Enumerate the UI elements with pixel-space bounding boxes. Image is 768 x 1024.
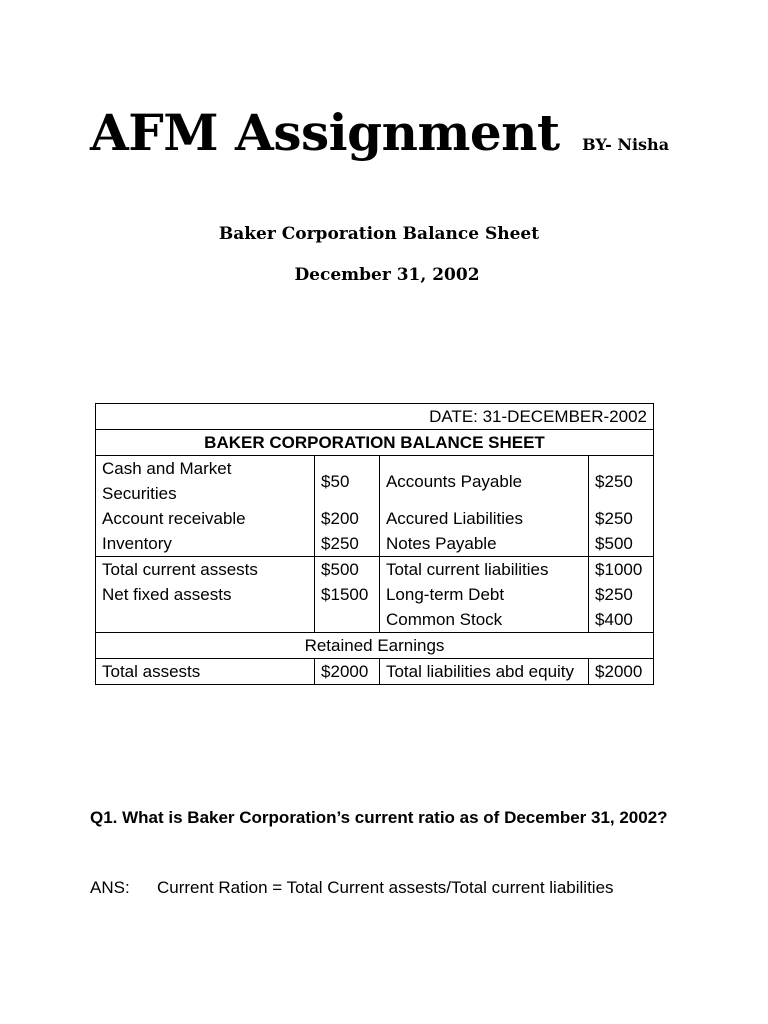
author-byline: BY- Nisha [582, 135, 670, 154]
asset-value: $1500 [315, 582, 380, 607]
asset-label [96, 607, 315, 633]
balance-sheet-table [95, 403, 654, 685]
question-1: Q1. What is Baker Corporation’s current ratio as of December 31, 2002? [90, 808, 668, 827]
liability-value: $500 [595, 534, 633, 553]
total-assets-label: Total assests [96, 659, 315, 685]
asset-value: $50 [315, 456, 380, 507]
answer-text: Current Ration = Total Current assests/Total current liabilities [157, 878, 614, 897]
table-date-row [96, 404, 654, 430]
asset-value: $200 [321, 509, 359, 528]
table-heading-row [96, 430, 654, 456]
liability-label: Accured Liabilities [385, 509, 523, 528]
asset-value: $250 [321, 534, 359, 553]
asset-label-group [96, 506, 315, 557]
total-assets-value: $2000 [315, 659, 380, 685]
total-row [96, 659, 654, 685]
total-liabilities-label: Total liabilities abd equity [379, 659, 588, 685]
retained-earnings-row [96, 633, 654, 659]
answer-label: ANS: [90, 878, 130, 897]
table-row [96, 557, 654, 583]
asset-value-group [315, 506, 380, 557]
liability-label: Accounts Payable [379, 456, 588, 507]
asset-label: Total current assests [96, 557, 315, 583]
answer-line [90, 875, 614, 900]
liability-value: $250 [589, 456, 654, 507]
liability-label-group [379, 506, 588, 557]
document-title: AFM Assignment [90, 103, 560, 162]
liability-value: $250 [595, 509, 633, 528]
table-date: DATE: 31-DECEMBER-2002 [96, 404, 654, 430]
asset-value: $500 [315, 557, 380, 583]
table-row [96, 582, 654, 607]
table-row [96, 607, 654, 633]
table-row [96, 456, 654, 507]
asset-label: Inventory [102, 534, 172, 553]
liability-label: Notes Payable [385, 534, 497, 553]
liability-value: $250 [589, 582, 654, 607]
total-liabilities-value: $2000 [589, 659, 654, 685]
liability-value: $1000 [589, 557, 654, 583]
liability-value-group [589, 506, 654, 557]
asset-value [315, 607, 380, 633]
asset-label: Net fixed assests [96, 582, 315, 607]
asset-label: Account receivable [102, 509, 246, 528]
balance-sheet-date: December 31, 2002 [294, 265, 480, 285]
liability-label: Long-term Debt [379, 582, 588, 607]
balance-sheet-title: Baker Corporation Balance Sheet [218, 224, 540, 244]
table-row [96, 506, 654, 557]
table-heading: BAKER CORPORATION BALANCE SHEET [96, 430, 654, 456]
liability-label: Total current liabilities [379, 557, 588, 583]
liability-value: $400 [589, 607, 654, 633]
asset-label: Cash and Market Securities [96, 456, 315, 507]
liability-label: Common Stock [379, 607, 588, 633]
document-header [90, 98, 669, 168]
retained-earnings-label: Retained Earnings [96, 633, 654, 659]
